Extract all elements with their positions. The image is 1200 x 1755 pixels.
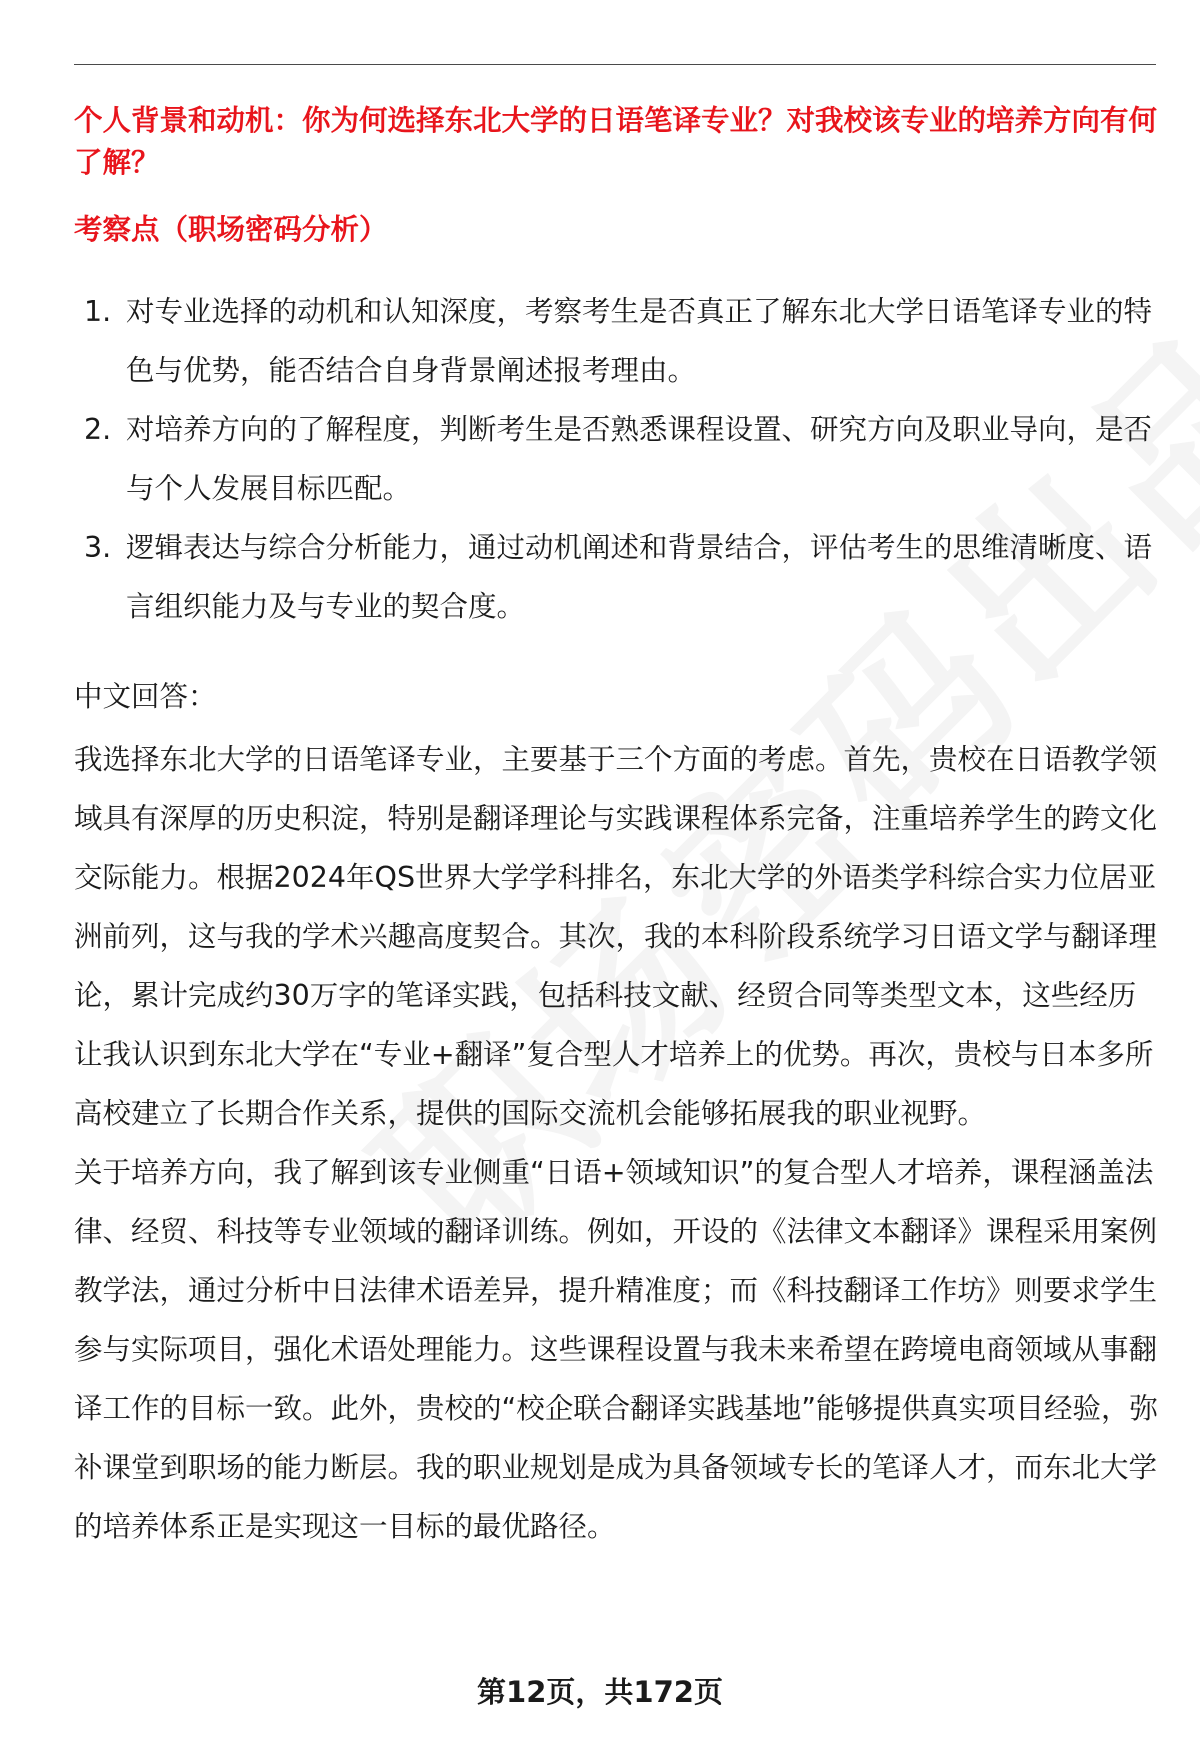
list-item xyxy=(74,518,1164,636)
list-item xyxy=(74,400,1164,518)
list-item-number: 3. xyxy=(84,531,112,564)
answer-body xyxy=(74,730,1164,1556)
list-item-number: 2. xyxy=(84,413,112,446)
answer-label: 中文回答： xyxy=(74,680,217,713)
header-divider xyxy=(74,64,1156,65)
answer-paragraph: 我选择东北大学的日语笔译专业，主要基于三个方面的考虑。首先，贵校在日语教学领域具有深厚的历史积淀，特别是翻译理论与实践课程体系完备，注重培养学生的跨文化交际能力。根据2024年QS世界大学学科排名，东北大学的外语类学科综合实力位居亚洲前列，这与我的学术兴趣高度契合。其次，我的本科阶段系统学习日语文学与翻译理论，累计完成约30万字的笔译实践，包括科技文献、经贸合同等类型文本，这些经历让我认识到东北大学在“专业+翻译”复合型人才培养上的优势。再次，贵校与日本多所高校建立了长期合作关系，提供的国际交流机会能够拓展我的职业视野。 xyxy=(74,743,1158,1130)
page-number: 第12页，共172页 xyxy=(477,1675,723,1709)
question-heading: 个人背景和动机：你为何选择东北大学的日语笔译专业？对我校该专业的培养方向有何了解？ xyxy=(74,104,1158,179)
points-heading: 考察点（职场密码分析） xyxy=(74,213,388,246)
list-item-number: 1. xyxy=(84,295,112,328)
list-item-text: 对专业选择的动机和认知深度，考察考生是否真正了解东北大学日语笔译专业的特色与优势，能否结合自身背景阐述报考理由。 xyxy=(126,295,1153,387)
assessment-points-list xyxy=(74,282,1164,636)
list-item-text: 逻辑表达与综合分析能力，通过动机阐述和背景结合，评估考生的思维清晰度、语言组织能力及与专业的契合度。 xyxy=(126,531,1153,623)
list-item xyxy=(74,282,1164,400)
list-item-text: 对培养方向的了解程度，判断考生是否熟悉课程设置、研究方向及职业导向，是否与个人发展目标匹配。 xyxy=(126,413,1153,505)
answer-paragraph: 关于培养方向，我了解到该专业侧重“日语+领域知识”的复合型人才培养，课程涵盖法律、经贸、科技等专业领域的翻译训练。例如，开设的《法律文本翻译》课程采用案例教学法，通过分析中日法律术语差异，提升精准度；而《科技翻译工作坊》则要求学生参与实际项目，强化术语处理能力。这些课程设置与我未来希望在跨境电商领域从事翻译工作的目标一致。此外，贵校的“校企联合翻译实践基地”能够提供真实项目经验，弥补课堂到职场的能力断层。我的职业规划是成为具备领域专长的笔译人才，而东北大学的培养体系正是实现这一目标的最优路径。 xyxy=(74,1156,1159,1543)
